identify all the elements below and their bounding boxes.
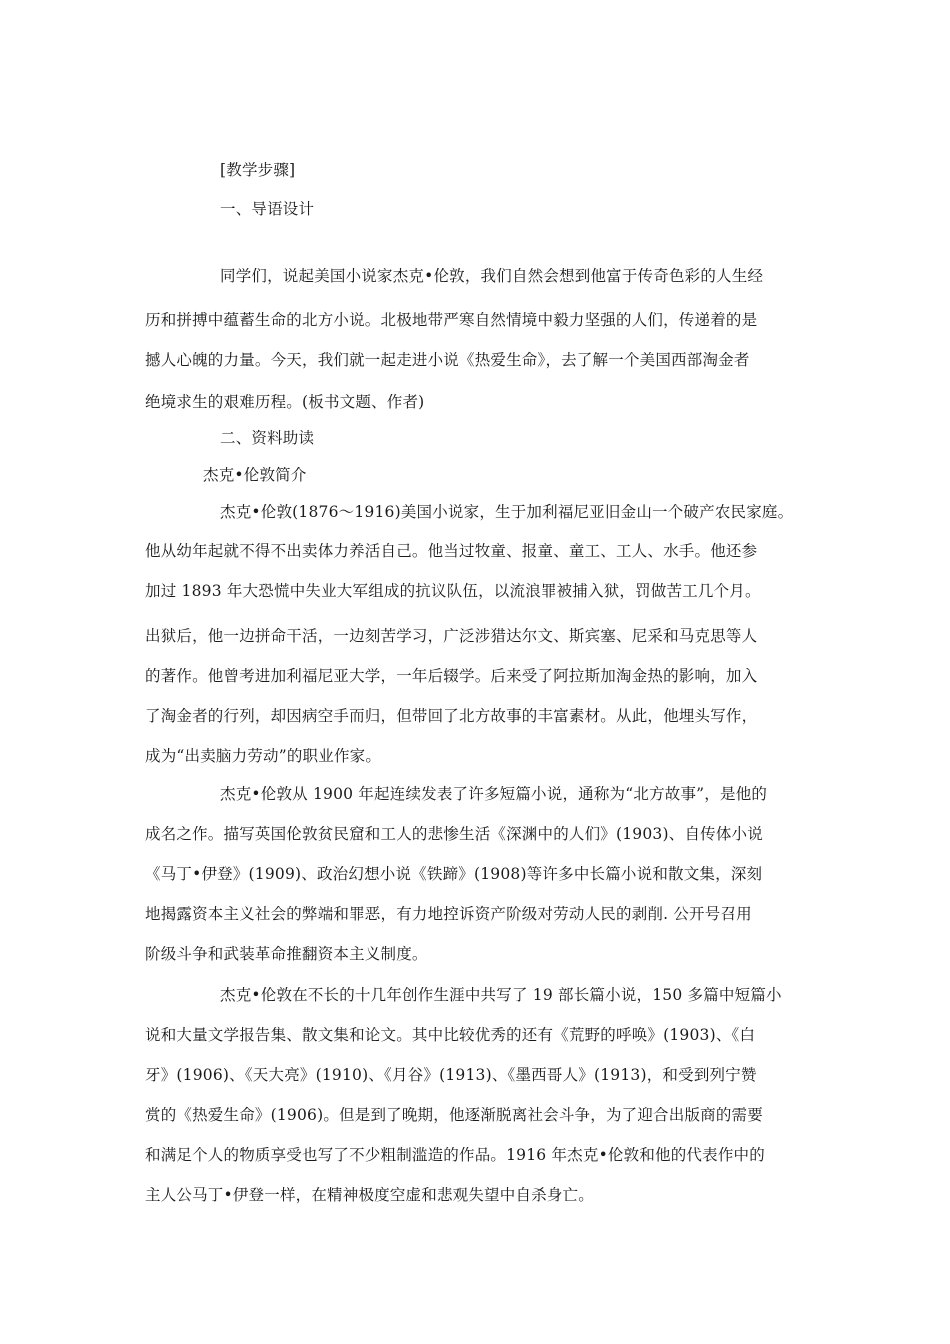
paragraph-line: 赏的《热爱生命》(1906)。但是到了晚期，他逐渐脱离社会斗争，为了迎合出版商的需要 [145,1106,763,1124]
paragraph-line: 成为“出卖脑力劳动”的职业作家。 [145,747,382,765]
paragraph-line: 杰克•伦敦从 1900 年起连续发表了许多短篇小说，通称为“北方故事”，是他的 [220,785,768,803]
paragraph-line: 和满足个人的物质享受也写了不少粗制滥造的作品。1916 年杰克•伦敦和他的代表作中的 [145,1146,765,1164]
paragraph-line: 撼人心魄的力量。今天，我们就一起走进小说《热爱生命》，去了解一个美国西部淘金者 [145,351,750,369]
paragraph-line: 历和拼搏中蕴蓄生命的北方小说。北极地带严寒自然情境中毅力坚强的人们，传递着的是 [145,311,758,329]
paragraph-line: 地揭露资本主义社会的弊端和罪恶，有力地控诉资产阶级对劳动人民的剥削. 公开号召用 [145,905,752,923]
paragraph-line: 杰克•伦敦在不长的十几年创作生涯中共写了 19 部长篇小说，150 多篇中短篇小 [220,986,782,1004]
paragraph-line: 说和大量文学报告集、散文集和论文。其中比较优秀的还有《荒野的呼唤》(1903)、《白 [145,1026,756,1044]
section-label-teaching-steps: [教学步骤] [220,161,296,179]
paragraph-line: 的著作。他曾考进加利福尼亚大学，一年后辍学。后来受了阿拉斯加淘金热的影响，加入 [145,667,758,685]
paragraph-line: 阶级斗争和武装革命推翻资本主义制度。 [145,945,428,963]
paragraph-line: 他从幼年起就不得不出卖体力养活自己。他当过牧童、报童、童工、工人、水手。他还参 [145,542,758,560]
paragraph-line: 加过 1893 年大恐慌中失业大军组成的抗议队伍，以流浪罪被捕入狱，罚做苦工几个月。 [145,582,761,600]
paragraph-line: 牙》(1906)、《天大亮》(1910)、《月谷》(1913)、《墨西哥人》(1913)，和受到列宁赞 [145,1066,757,1084]
paragraph-line: 同学们，说起美国小说家杰克•伦敦，我们自然会想到他富于传奇色彩的人生经 [220,267,764,285]
heading-intro-design: 一、导语设计 [220,200,315,218]
paragraph-line: 杰克•伦敦(1876～1916)美国小说家，生于加利福尼亚旧金山一个破产农民家庭。 [220,503,794,521]
subheading-author-intro: 杰克•伦敦简介 [203,466,307,484]
heading-reference-reading: 二、资料助读 [220,429,315,447]
paragraph-line: 出狱后，他一边拼命干活，一边刻苦学习，广泛涉猎达尔文、斯宾塞、尼采和马克思等人 [145,627,758,645]
paragraph-line: 成名之作。描写英国伦敦贫民窟和工人的悲惨生活《深渊中的人们》(1903)、自传体小说 [145,825,763,843]
paragraph-line: 主人公马丁•伊登一样，在精神极度空虚和悲观失望中自杀身亡。 [145,1186,594,1204]
paragraph-line: 《马丁•伊登》(1909)、政治幻想小说《铁蹄》(1908)等许多中长篇小说和散文集，深刻 [145,865,763,883]
paragraph-line: 了淘金者的行列，却因病空手而归，但带回了北方故事的丰富素材。从此，他埋头写作， [145,707,758,725]
paragraph-line: 绝境求生的艰难历程。(板书文题、作者) [145,393,425,411]
